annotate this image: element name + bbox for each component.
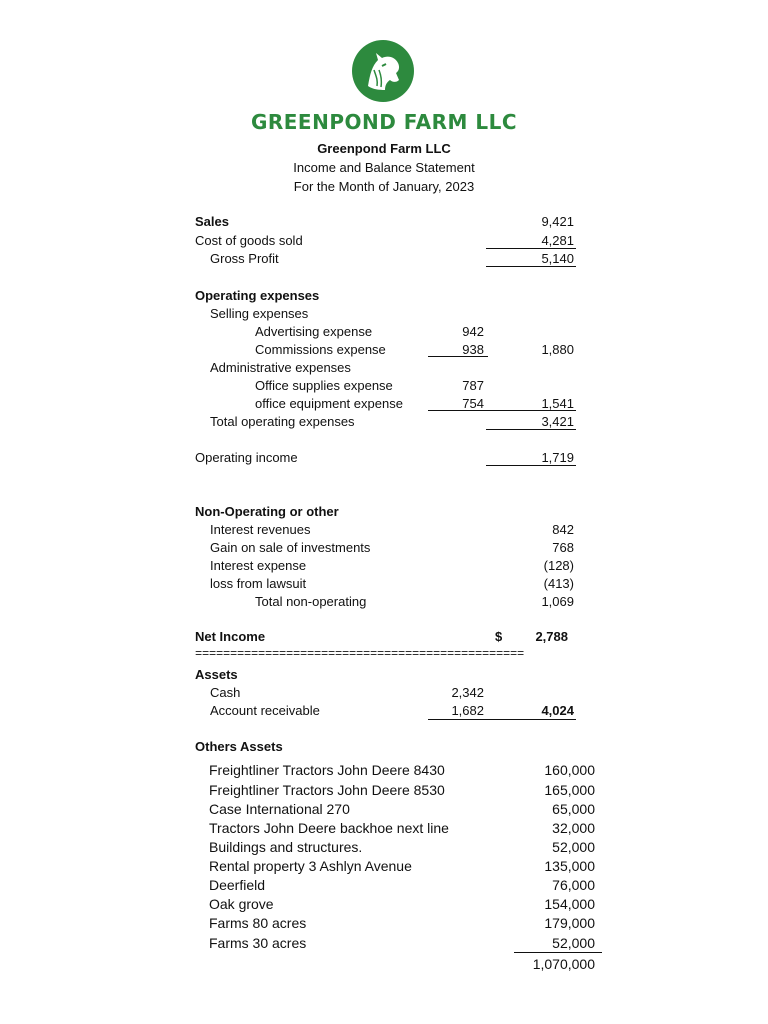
list-item-value: 160,000	[544, 762, 595, 778]
underline	[428, 410, 488, 411]
receivable-value: 1,682	[451, 703, 484, 718]
statement-title: Greenpond Farm LLC	[317, 141, 451, 156]
list-item-value: 179,000	[544, 915, 595, 931]
net-income-value: 2,788	[535, 629, 568, 644]
list-item-label: Tractors John Deere backhoe next line	[209, 820, 449, 836]
underline	[486, 465, 576, 466]
list-item-value: 52,000	[552, 935, 595, 951]
selling-heading: Selling expenses	[210, 306, 309, 321]
list-item-label: Buildings and structures.	[209, 839, 363, 855]
list-item-label: Freightliner Tractors John Deere 8430	[209, 762, 445, 778]
nonop-heading: Non-Operating or other	[195, 504, 339, 519]
sales-value: 9,421	[541, 214, 574, 229]
office-supplies-label: Office supplies expense	[255, 378, 393, 393]
commissions-value: 938	[462, 342, 484, 357]
list-item-value: 76,000	[552, 877, 595, 893]
current-assets-total: 4,024	[541, 703, 574, 718]
statement-subtitle: Income and Balance Statement	[293, 160, 475, 175]
gain-sale-label: Gain on sale of investments	[210, 540, 371, 555]
office-equipment-label: office equipment expense	[255, 396, 403, 411]
commissions-label: Commissions expense	[255, 342, 386, 357]
sales-label: Sales	[195, 214, 229, 229]
list-item-label: Case International 270	[209, 801, 350, 817]
total-nonop-value: 1,069	[541, 594, 574, 609]
cogs-label: Cost of goods sold	[195, 233, 303, 248]
other-assets-total: 1,070,000	[532, 956, 595, 972]
admin-subtotal: 1,541	[541, 396, 574, 411]
list-item-value: 135,000	[544, 858, 595, 874]
interest-revenues-value: 842	[552, 522, 574, 537]
operating-income-label: Operating income	[195, 450, 298, 465]
total-nonop-label: Total non-operating	[255, 594, 367, 609]
opex-heading: Operating expenses	[195, 288, 320, 303]
underline	[428, 719, 488, 720]
loss-lawsuit-label: loss from lawsuit	[210, 576, 307, 591]
other-assets-heading: Others Assets	[195, 739, 283, 754]
advertising-label: Advertising expense	[255, 324, 373, 339]
total-opex-label: Total operating expenses	[210, 414, 355, 429]
interest-revenues-label: Interest revenues	[210, 522, 311, 537]
list-item-value: 52,000	[552, 839, 595, 855]
underline	[428, 356, 488, 357]
list-item-value: 154,000	[544, 896, 595, 912]
underline	[486, 266, 576, 267]
assets-heading: Assets	[195, 667, 238, 682]
gross-profit-label: Gross Profit	[210, 251, 279, 266]
horse-head-logo	[352, 40, 414, 102]
cash-value: 2,342	[451, 685, 484, 700]
receivable-label: Account receivable	[210, 703, 320, 718]
separator-line: ===============================================	[195, 647, 525, 661]
list-item-label: Deerfield	[209, 877, 266, 893]
list-item-label: Farms 80 acres	[209, 915, 307, 931]
loss-lawsuit-value: (413)	[543, 576, 574, 591]
list-item-label: Rental property 3 Ashlyn Avenue	[209, 858, 412, 874]
cash-label: Cash	[210, 685, 241, 700]
office-equipment-value: 754	[462, 396, 484, 411]
admin-heading: Administrative expenses	[210, 360, 351, 375]
list-item-label: Oak grove	[209, 896, 274, 912]
interest-expense-value: (128)	[543, 558, 574, 573]
currency-symbol: $	[495, 629, 503, 644]
interest-expense-label: Interest expense	[210, 558, 307, 573]
net-income-label: Net Income	[195, 629, 266, 644]
office-supplies-value: 787	[462, 378, 484, 393]
advertising-value: 942	[462, 324, 484, 339]
list-item-label: Freightliner Tractors John Deere 8530	[209, 782, 445, 798]
cogs-value: 4,281	[541, 233, 574, 248]
underline	[486, 248, 576, 249]
statement-period: For the Month of January, 2023	[293, 179, 475, 194]
selling-subtotal: 1,880	[541, 342, 574, 357]
company-wordmark: GREENPOND FARM LLC	[250, 110, 518, 134]
underline	[514, 952, 602, 953]
list-item-label: Farms 30 acres	[209, 935, 307, 951]
gross-profit-value: 5,140	[541, 251, 574, 266]
operating-income-value: 1,719	[541, 450, 574, 465]
underline	[486, 429, 576, 430]
gain-sale-value: 768	[552, 540, 574, 555]
underline	[486, 410, 576, 411]
list-item-value: 165,000	[544, 782, 595, 798]
underline	[486, 719, 576, 720]
list-item-value: 65,000	[552, 801, 595, 817]
list-item-value: 32,000	[552, 820, 595, 836]
total-opex-value: 3,421	[541, 414, 574, 429]
